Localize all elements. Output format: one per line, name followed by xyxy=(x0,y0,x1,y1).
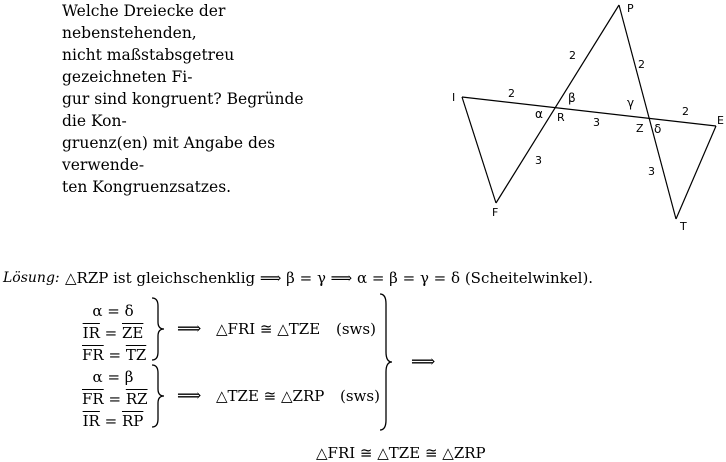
length-label-pr: 2 xyxy=(569,49,576,62)
point-label-z: Z xyxy=(636,122,644,135)
point-label-p: P xyxy=(627,2,634,15)
segment-pf xyxy=(496,5,619,203)
group2-equalities xyxy=(82,366,148,432)
length-label-ze: 2 xyxy=(682,105,689,118)
point-label-e: E xyxy=(717,114,724,127)
group2-angle-equality: α = β xyxy=(92,368,134,386)
length-label-rz: 3 xyxy=(593,116,600,129)
group1-result: △FRI ≅ △TZE xyxy=(216,320,321,338)
segment-pt xyxy=(619,5,676,219)
angle-label-beta: β xyxy=(568,91,576,105)
segment-rp: $\overline{RP}$ xyxy=(121,412,144,430)
problem-line: ten Kongruenzsatzes. xyxy=(62,178,232,196)
problem-line: gruenz(en) mit Angabe des verwende- xyxy=(62,134,276,174)
segment-ir: $\overline{IR}$ xyxy=(82,324,100,342)
segment-tz: $\overline{TZ}$ xyxy=(125,346,147,364)
segment-if xyxy=(462,97,496,203)
point-label-r: R xyxy=(557,111,565,124)
problem-line: nicht maßstabsgetreu gezeichneten Fi- xyxy=(62,46,235,86)
length-label-rf: 3 xyxy=(535,154,542,167)
group2-side-equality-2: $\overline{IR} = \overline{RP}$ xyxy=(82,412,144,430)
group1-angle-equality: α = δ xyxy=(92,302,134,320)
problem-line: gur sind kongruent? Begründe die Kon- xyxy=(62,90,304,130)
group1-side-equality-1: $\overline{IR} = \overline{ZE}$ xyxy=(82,324,144,342)
group1-brace xyxy=(150,296,166,362)
group1-side-equality-2: $\overline{FR} = \overline{TZ}$ xyxy=(82,346,147,364)
problem-line: Welche Dreiecke der nebenstehenden, xyxy=(62,2,226,42)
point-label-t: T xyxy=(680,220,687,233)
group2-result: △TZE ≅ △ZRP xyxy=(216,387,325,405)
length-label-ir: 2 xyxy=(508,87,515,100)
segment-ie xyxy=(462,97,716,126)
segment-et xyxy=(676,126,716,219)
segment-rz: $\overline{RZ}$ xyxy=(125,390,148,408)
group2-implies-arrow: ⟹ xyxy=(177,386,202,406)
group1-equalities xyxy=(82,300,147,366)
point-label-f: F xyxy=(492,206,499,219)
angle-label-alpha: α xyxy=(535,107,543,121)
segment-ir: $\overline{IR}$ xyxy=(82,412,100,430)
length-label-zt: 3 xyxy=(648,165,655,178)
segment-ze: $\overline{ZE}$ xyxy=(121,324,144,342)
angle-label-gamma: γ xyxy=(627,96,635,110)
segment-fr: $\overline{FR}$ xyxy=(82,346,104,364)
group2-brace xyxy=(150,363,166,429)
angle-label-delta: δ xyxy=(654,122,662,136)
outer-implies-arrow: ⟹ xyxy=(411,352,436,372)
solution-label: Lösung: xyxy=(3,270,60,286)
segment-fr: $\overline{FR}$ xyxy=(82,390,104,408)
group2-side-equality-1: $\overline{FR} = \overline{RZ}$ xyxy=(82,390,148,408)
point-label-i: I xyxy=(452,91,456,104)
group2-rule: (sws) xyxy=(340,387,380,405)
outer-brace xyxy=(378,292,394,432)
group1-rule: (sws) xyxy=(336,320,376,338)
conclusion: △FRI ≅ △TZE ≅ △ZRP xyxy=(316,444,486,462)
group1-implies-arrow: ⟹ xyxy=(177,319,202,339)
length-label-pz: 2 xyxy=(638,58,645,71)
solution-intro: △RZP ist gleichschenklig ⟹ β = γ ⟹ α = β = γ = δ (Scheitelwinkel). xyxy=(65,269,594,287)
